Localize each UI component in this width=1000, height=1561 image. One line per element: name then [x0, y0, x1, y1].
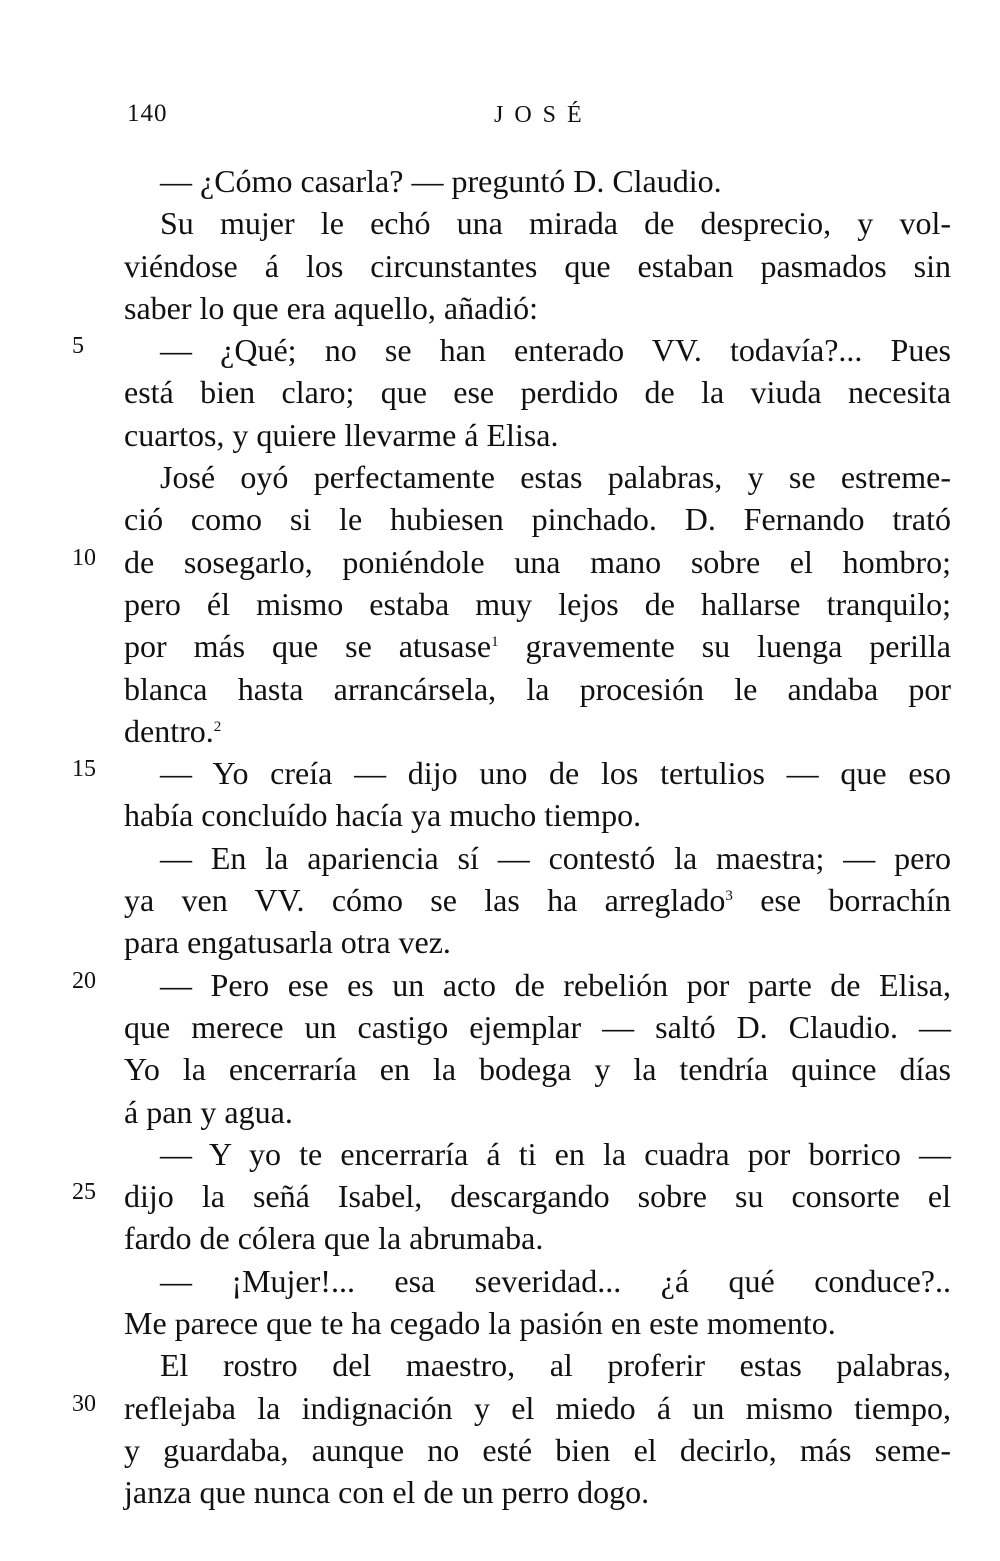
line-text [124, 710, 951, 752]
text-run: — ¿Cómo casarla? — preguntó D. Claudio. [160, 163, 722, 199]
text-run: pero él mismo estaba muy lejos de hallarse tranquilo; [124, 585, 951, 622]
text-run: está bien claro; que ese perdido de la viuda necesita [124, 374, 951, 411]
text-line [0, 371, 1000, 413]
text-run: ció como si le hubiesen pinchado. D. Fernando trató [124, 501, 951, 538]
text-line [0, 1387, 1000, 1429]
text-run: Su mujer le echó una mirada de desprecio, y vol- [160, 205, 951, 242]
line-text [124, 371, 951, 413]
line-number: 25 [72, 1179, 96, 1206]
line-text [124, 1175, 951, 1217]
line-text [160, 456, 951, 498]
text-line [0, 541, 1000, 583]
text-run: cuartos, y quiere llevarme á Elisa. [124, 416, 559, 453]
text-run: de sosegarlo, poniéndole una mano sobre el hombro; [124, 543, 951, 580]
text-run: José oyó perfectamente estas palabras, y se estreme- [160, 459, 951, 496]
line-text [124, 668, 951, 710]
text-line [0, 879, 1000, 921]
text-line [0, 287, 1000, 329]
text-line [0, 1091, 1000, 1133]
footnote-marker: 3 [725, 888, 733, 905]
line-text [124, 921, 951, 963]
text-line [0, 1471, 1000, 1513]
line-text [124, 1471, 951, 1513]
text-line [0, 1006, 1000, 1048]
line-text [124, 1217, 951, 1259]
text-run: á pan y agua. [124, 1093, 293, 1130]
line-number: 5 [72, 333, 84, 360]
text-line [0, 710, 1000, 752]
text-line [0, 414, 1000, 456]
text-run: ya ven VV. cómo se las ha arreglado [124, 882, 726, 919]
line-text [160, 964, 951, 1006]
text-line [0, 794, 1000, 836]
text-line [0, 668, 1000, 710]
body-text [0, 160, 1000, 1514]
line-number: 10 [72, 544, 96, 571]
line-number: 30 [72, 1390, 96, 1417]
text-line [0, 329, 1000, 371]
text-run: gravemente su luenga perilla [498, 628, 952, 665]
text-run: había concluído hacía ya mucho tiempo. [124, 797, 642, 834]
line-text [124, 287, 951, 329]
text-line [0, 921, 1000, 963]
line-text [124, 583, 951, 625]
text-run: Yo la encerraría en la bodega y la tendría quince días [124, 1051, 951, 1088]
text-run: reflejaba la indignación y el miedo á un mismo tiempo, [124, 1389, 951, 1426]
text-line [0, 1260, 1000, 1302]
line-text [124, 414, 951, 456]
line-text [160, 837, 951, 879]
footnote-marker: 1 [491, 634, 499, 651]
line-text [124, 245, 951, 287]
text-run: — ¡Mujer!... esa severidad... ¿á qué conduce?.. [160, 1262, 951, 1299]
line-text [124, 1429, 951, 1471]
text-line [0, 160, 1000, 202]
line-number: 15 [72, 756, 96, 783]
line-text [124, 625, 951, 667]
text-line [0, 1217, 1000, 1259]
text-run: que merece un castigo ejemplar — saltó D. Claudio. — [124, 1008, 951, 1045]
text-line [0, 964, 1000, 1006]
text-line [0, 752, 1000, 794]
text-line [0, 202, 1000, 244]
text-line [0, 583, 1000, 625]
text-run: viéndose á los circunstantes que estaban pasmados sin [124, 247, 951, 284]
text-run: — En la apariencia sí — contestó la maestra; — pero [160, 839, 951, 876]
line-text [124, 1091, 951, 1133]
running-title: JOSÉ [494, 102, 593, 128]
line-text [124, 1048, 951, 1090]
text-run: El rostro del maestro, al proferir estas palabras, [160, 1347, 951, 1384]
text-run: — Pero ese es un acto de rebelión por parte de Elisa, [160, 966, 951, 1003]
footnote-marker: 2 [213, 718, 222, 735]
line-text [124, 1387, 951, 1429]
text-line [0, 625, 1000, 667]
text-line [0, 1048, 1000, 1090]
text-run: fardo de cólera que la abrumaba. [124, 1220, 544, 1257]
text-run: blanca hasta arrancársela, la procesión le andaba por [124, 670, 951, 707]
text-line [0, 456, 1000, 498]
text-run: por más que se atusase [124, 628, 492, 665]
text-line [0, 1344, 1000, 1386]
line-text [124, 879, 951, 921]
text-line [0, 1175, 1000, 1217]
line-text [124, 1302, 951, 1344]
text-line [0, 245, 1000, 287]
text-line [0, 498, 1000, 540]
text-run: Me parece que te ha cegado la pasión en este momento. [124, 1305, 836, 1342]
text-line [0, 1133, 1000, 1175]
text-run: janza que nunca con el de un perro dogo. [124, 1474, 650, 1511]
line-text [160, 1344, 951, 1386]
line-text [160, 752, 951, 794]
text-run: — Y yo te encerraría á ti en la cuadra por borrico — [160, 1135, 951, 1172]
text-run: saber lo que era aquello, añadió: [124, 289, 539, 326]
line-text [124, 498, 951, 540]
line-text [160, 1260, 951, 1302]
line-text [160, 329, 951, 371]
line-text [160, 1133, 951, 1175]
line-text [124, 1006, 951, 1048]
text-run: ese borrachín [732, 882, 952, 919]
text-line [0, 1429, 1000, 1471]
text-run: dentro. [124, 712, 214, 749]
page-number: 140 [127, 100, 168, 127]
text-line [0, 837, 1000, 879]
text-run: dijo la señá Isabel, descargando sobre su consorte el [124, 1178, 951, 1215]
text-run: — ¿Qué; no se han enterado VV. todavía?... Pues [160, 332, 951, 369]
text-line [0, 1302, 1000, 1344]
line-text [160, 202, 951, 244]
line-text [124, 794, 951, 836]
text-run: — Yo creía — dijo uno de los tertulios — que eso [160, 755, 951, 792]
line-text [124, 541, 951, 583]
line-number: 20 [72, 967, 96, 994]
line-text [160, 160, 951, 202]
text-run: para engatusarla otra vez. [124, 924, 451, 961]
text-run: y guardaba, aunque no esté bien el decirlo, más seme- [124, 1431, 951, 1468]
